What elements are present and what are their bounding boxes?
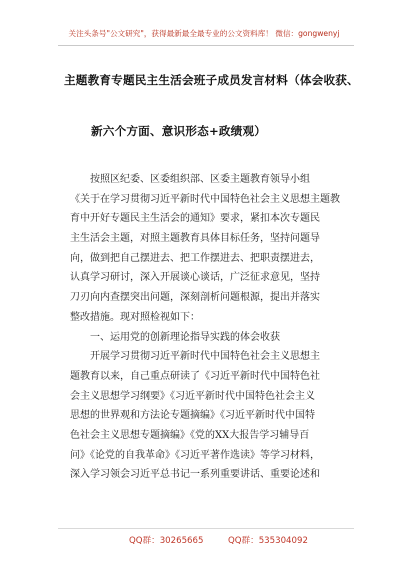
footer-qq-group-2: QQ群：535304092 <box>228 536 308 546</box>
text-line: 认真学习研讨，深入开展谈心谈话，广泛征求意见，坚持 <box>70 272 320 284</box>
text-line: 会主义思想学习纲要》《习近平新时代中国特色社会主义 <box>70 390 315 402</box>
text-line: 题教育以来，自己重点研读了《习近平新时代中国特色社 <box>70 370 320 382</box>
text-line: 育中开好专题民主生活会的通知》要求，紧扣本次专题民 <box>70 213 320 225</box>
text-line: 向，做到把自己摆进去、把工作摆进去、把职责摆进去， <box>70 252 320 264</box>
footer <box>0 534 408 550</box>
document-title-line-2: 新六个方面、意识形态+政绩观） <box>91 124 267 138</box>
text-line: 色社会主义思想专题摘编》《党的XX大报告学习辅导百 <box>70 429 310 441</box>
section-paragraph <box>70 347 354 485</box>
text-line: 刀刃向内查摆突出问题，深刻剖析问题根源，提出并落实 <box>70 292 320 304</box>
text-line: 思想的世界观和方法论专题摘编》《习近平新时代中国特 <box>70 410 315 422</box>
text-line: 《关于在学习贯彻习近平新时代中国特色社会主义思想主题教 <box>70 193 340 205</box>
intro-paragraph <box>70 170 354 328</box>
header-divider <box>58 45 354 46</box>
text-line: 按照区纪委、区委组织部、区委主题教育领导小组 <box>90 174 310 185</box>
section-heading: 一、运用党的创新理论指导实践的体会收获 <box>90 331 280 343</box>
text-line: 主生活会主题，对照主题教育具体目标任务，坚持问题导 <box>70 233 320 245</box>
document-title-line-1: 主题教育专题民主生活会班子成员发言材料（体会收获、 <box>64 73 359 87</box>
header-banner: 关注头条号"公文研究"，获得最新最全最专业的公文资料库！ 微信：gongwenyj <box>68 29 340 38</box>
footer-qq-group-1: QQ群：30265665 <box>129 536 204 546</box>
text-line: 深入学习领会习近平总书记一系列重要讲话、重要论述和 <box>70 469 320 481</box>
document-body <box>70 170 354 485</box>
footer-divider <box>58 528 354 529</box>
text-line: 问》《论党的自我革命》《习近平著作选读》等学习材料， <box>70 449 320 461</box>
text-line: 开展学习贯彻习近平新时代中国特色社会主义思想主 <box>90 351 320 363</box>
text-line: 整改措施。现对照检视如下： <box>70 311 200 323</box>
